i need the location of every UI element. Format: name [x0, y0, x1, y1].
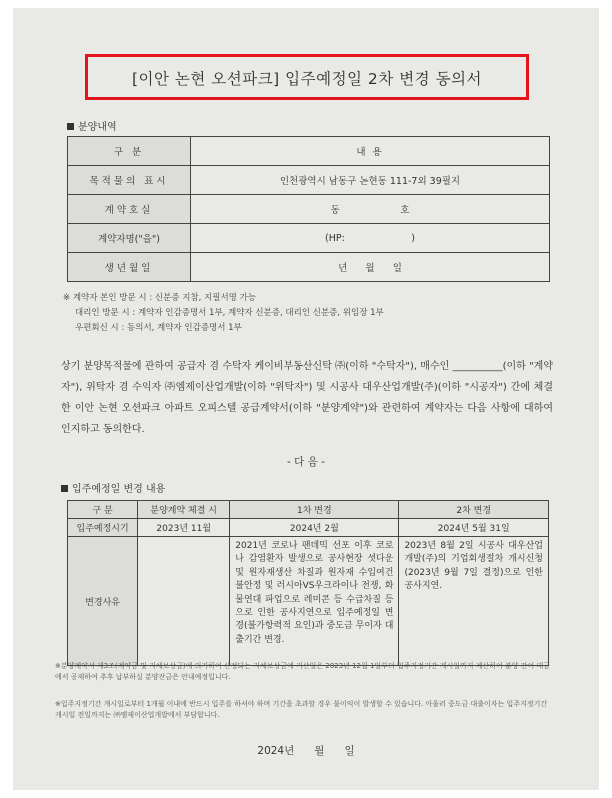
table-row	[68, 166, 550, 195]
footnote-move-in-period: ※입주지정기간 개시일로부터 1개월 이내에 반드시 입주를 하셔야 하며 기간을 초과할 경우 불이익이 발생할 수 있습니다. 아울러 중도금 대출이자는 입주지정기간 개시일 전일까지는 ㈜엠제이산업개발에서 부담합니다.	[55, 700, 548, 719]
section-heading-change: 입주예정일 변경 내용	[61, 480, 165, 495]
original-reason-empty	[138, 537, 230, 666]
header-cell: 구 분	[68, 501, 138, 519]
footnote-delay-compensation: ※분양계약서 제3조(계약금 및 지체보상금)에 의거하여 산정되는 지체보상금에 기산일은 2023년 12월 1일부터 입주지정기간 개시일까지 계산하여 분양 잔여 대금에서 공제하여 추후 납부하실 분양잔금은 안내예정입니다.	[55, 662, 551, 681]
first-change-reason: 2021년 코로나 팬데믹 선포 이후 코로나 감염환자 발생으로 공사현장 셧다운 및 원자재생산 차질과 원자재 수입여건 불안정 및 러시아VS우크라이나 전쟁, 화물연대 파업으로 레미콘 등 수급차질 등으로 인한 공사지연으로 입주예정일 변경(불가항력적 요인)과 중도금 무이자 대출기간 변경.	[230, 537, 399, 666]
table-row	[68, 224, 550, 253]
row-value: (HP: )	[191, 224, 550, 253]
table-row	[68, 537, 549, 666]
row-value: 년 월 일	[191, 253, 550, 282]
table-row	[68, 253, 550, 282]
header-cell: 분양계약 체결 시	[138, 501, 230, 519]
table-header-row	[68, 501, 549, 519]
row-value: 동 호	[191, 195, 550, 224]
sales-detail-table	[67, 136, 550, 282]
document-title: [이안 논현 오션파크] 입주예정일 2차 변경 동의서	[131, 70, 482, 88]
move-in-change-table	[67, 500, 549, 666]
row-value: 인천광역시 남동구 논현동 111-7외 39필지	[191, 166, 550, 195]
square-bullet-icon	[67, 123, 74, 130]
table-row	[68, 195, 550, 224]
consent-paragraph: 상기 분양목적물에 관하여 공급자 겸 수탁자 케이비부동산신탁 ㈜(이하 "수탁자"), 매수인 __________(이하 "계약자"), 위탁자 겸 수익자 ㈜엠제이산업개발(이하 "위탁자") 및 시공사 대우산업개발(주)(이하 "시공자") 간에 체결한 이안 논현 오션파크 아파트 오피스텔 공급계약서(이하 "분양계약")와 관련하여 계약자는 다음 사항에 대하여 인지하고 동의한다.	[61, 361, 553, 435]
note-visit-agent: 대리인 방문 시 : 계약자 인감증명서 1부, 계약자 신분증, 대리인 신분증, 위임장 1부	[75, 308, 384, 318]
square-bullet-icon	[61, 485, 68, 492]
row-label: 입주예정시기	[68, 519, 138, 537]
row-label: 목적물의 표시	[68, 166, 191, 195]
row-label: 생년월일	[68, 253, 191, 282]
header-cell: 1차 변경	[230, 501, 399, 519]
header-cell: 2차 변경	[399, 501, 549, 519]
second-change-reason: 2023년 8월 2일 시공사 대우산업개발(주)의 기업회생절차 개시신청(2023년 9월 7일 결정)으로 인한 공사지연.	[399, 537, 549, 666]
first-change-date: 2024년 2월	[230, 519, 399, 537]
note-mail-reply: 우편회신 시 : 동의서, 계약자 인감증명서 1부	[75, 323, 242, 333]
title-highlight-box	[85, 54, 529, 100]
row-value: 내 용	[191, 137, 550, 166]
original-date: 2023년 11월	[138, 519, 230, 537]
signature-date-line: 2024년 월 일	[257, 745, 355, 757]
document-paper	[13, 8, 599, 790]
row-label: 구 분	[68, 137, 191, 166]
da-eum-heading: - 다 음 -	[287, 456, 325, 468]
table-row	[68, 519, 549, 537]
row-label: 계약호실	[68, 195, 191, 224]
second-change-date: 2024년 5월 31일	[399, 519, 549, 537]
section-heading-sales: 분양내역	[67, 118, 117, 133]
row-label: 변경사유	[68, 537, 138, 666]
note-visit-self: ※ 계약자 본인 방문 시 : 신분증 지참, 지필서명 가능	[63, 293, 257, 303]
row-label: 계약자명("을")	[68, 224, 191, 253]
table-row	[68, 137, 550, 166]
